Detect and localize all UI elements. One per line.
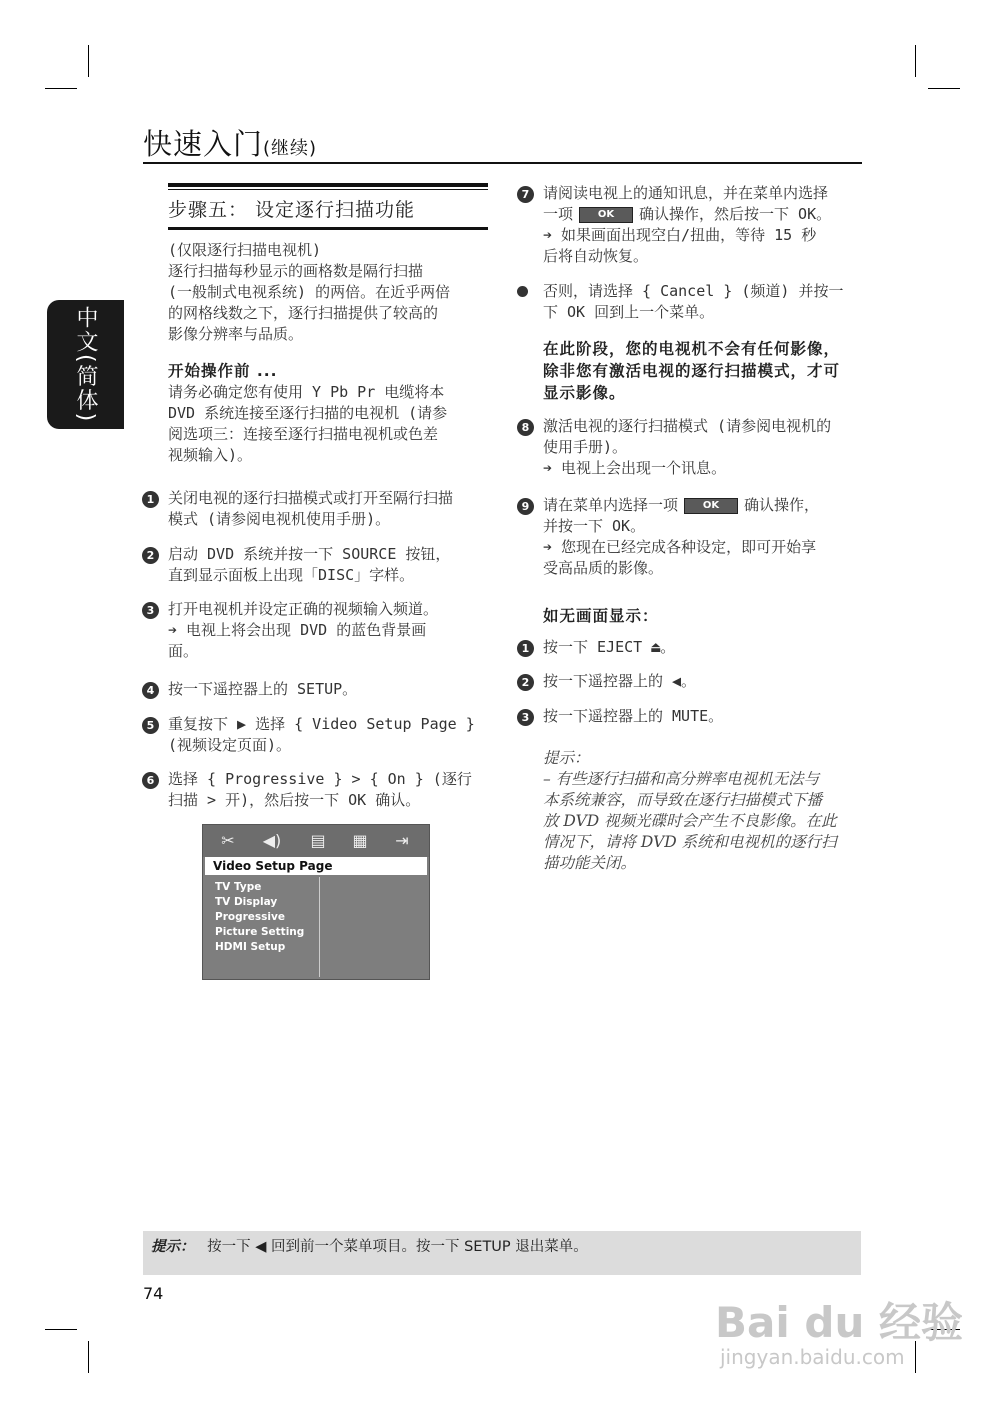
step-3 (168, 599, 488, 662)
step-number-badge: 4 (142, 682, 159, 699)
step-line: (视频设定页面)。 (168, 736, 292, 754)
crop-mark (45, 1329, 77, 1330)
crop-mark (88, 45, 89, 77)
tip-line: 本系统兼容，而导致在逐行扫描模式下播 (543, 791, 823, 809)
osd-divider (319, 877, 320, 977)
step-number-badge: 5 (142, 717, 159, 734)
osd-menu-item: Progressive (215, 911, 285, 923)
watermark-logo: Bai du 经验 (715, 1298, 963, 1347)
step-number-badge: 2 (142, 547, 159, 564)
footer-tip (151, 1235, 588, 1256)
tip-line: – 有些逐行扫描和高分辨率电视机无法与 (543, 770, 820, 788)
crop-mark (88, 1341, 89, 1373)
crop-mark (45, 88, 77, 89)
before-line: 视频输入)。 (168, 446, 253, 464)
step-line: 按一下遥控器上的 SETUP。 (168, 680, 358, 698)
tools-icon: ✂ (221, 831, 235, 850)
bullet-line: 下 OK 回到上一个菜单。 (543, 303, 715, 321)
section-heading-text: 步骤五： 设定逐行扫描功能 (168, 199, 416, 221)
tip-line: 描功能关闭。 (543, 854, 637, 872)
osd-icon-bar (203, 825, 429, 857)
step-4 (168, 679, 488, 700)
no-picture-step: 按一下遥控器上的 ◀。 (543, 672, 697, 690)
tip-line: 放 DVD 视频光碟时会产生不良影像。在此 (543, 812, 837, 830)
osd-menu-item: TV Display (215, 896, 278, 908)
step-line: 直到显示面板上出现「DISC」字样。 (168, 566, 415, 584)
side-tab-label: 中文(简体) (73, 305, 98, 424)
step-line: 重复按下 ▶ 选择 { Video Setup Page } (168, 715, 475, 733)
preference-icon: ▦ (352, 831, 368, 850)
speaker-icon: ◀) (262, 831, 282, 850)
watermark-url: jingyan.baidu.com (720, 1345, 905, 1369)
before-line: 阅选项三：连接至逐行扫描电视机或色差 (168, 425, 439, 443)
step-line: 激活电视的逐行扫描模式 (请参阅电视机的 (543, 417, 832, 435)
step-line: 请阅读电视上的通知讯息，并在菜单内选择 (543, 184, 829, 202)
before-line: 请务必确定您有使用 Y Pb Pr 电缆将本 (168, 383, 445, 401)
intro-line: 影像分辨率与品质。 (168, 325, 304, 343)
before-line: DVD 系统连接至逐行扫描的电视机 (请参 (168, 404, 448, 422)
page-title: 快速入门(继续) (143, 127, 318, 161)
step-line: 面。 (168, 642, 199, 660)
step-line: 受高品质的影像。 (543, 559, 664, 577)
step-number-badge: 2 (517, 674, 534, 691)
step-line: ➔ 您现在已经完成各种设定，即可开始享 (543, 538, 817, 556)
warning-paragraph (543, 338, 863, 404)
tip-note (543, 748, 863, 874)
intro-line: 逐行扫描每秒显示的画格数是隔行扫描 (168, 262, 424, 280)
intro-line: (一般制式电视系统) 的两倍。在近乎两倍 (168, 283, 451, 301)
step-line: 使用手册)。 (543, 438, 628, 456)
osd-menu-item: HDMI Setup (215, 941, 286, 953)
display-icon: ▤ (310, 831, 326, 850)
step-line: 扫描 > 开)，然后按一下 OK 确认。 (168, 791, 421, 809)
before-paragraph (168, 382, 488, 466)
step-number-badge: 3 (517, 709, 534, 726)
no-picture-title: 如无画面显示： (543, 607, 659, 625)
footer-tip-label: 提示： (151, 1239, 195, 1255)
step-9 (543, 495, 863, 579)
intro-line: 的网格线数之下，逐行扫描提供了较高的 (168, 304, 439, 322)
osd-menu-item: TV Type (215, 881, 262, 893)
crop-mark (928, 88, 960, 89)
step-2 (168, 544, 488, 586)
step-number-badge: 1 (142, 491, 159, 508)
step-number-badge: 9 (517, 498, 534, 515)
intro-paragraph (168, 240, 488, 345)
warning-line: 在此阶段，您的电视机不会有任何影像， (543, 340, 841, 358)
no-picture-step: 按一下 EJECT ⏏。 (543, 638, 676, 656)
step-line: ➔ 电视上会出现一个讯息。 (543, 459, 727, 477)
warning-line: 显示影像。 (543, 384, 626, 402)
ok-button-image: OK (684, 498, 738, 514)
footer-tip-bar (143, 1231, 861, 1275)
step-number-badge: 7 (517, 186, 534, 203)
step-number-badge: 1 (517, 640, 534, 657)
step-6 (168, 769, 488, 811)
step-line: 启动 DVD 系统并按一下 SOURCE 按钮， (168, 545, 451, 563)
footer-tip-text: 按一下 ◀ 回到前一个菜单项目。按一下 SETUP 退出菜单。 (207, 1239, 588, 1255)
step-8 (543, 416, 863, 479)
osd-selected-page: Video Setup Page (205, 857, 427, 875)
step-7 (543, 183, 863, 267)
exit-icon: ⇥ (395, 831, 409, 850)
step-1 (168, 488, 488, 530)
tip-line: 情况下，请将 DVD 系统和电视机的逐行扫 (543, 833, 837, 851)
tip-title: 提示： (543, 749, 590, 767)
step-number-badge: 6 (142, 772, 159, 789)
step-line: 打开电视机并设定正确的视频输入频道。 (168, 600, 439, 618)
no-picture-step: 按一下遥控器上的 MUTE。 (543, 707, 724, 725)
step-line: 选择 { Progressive } > { On } (逐行 (168, 770, 472, 788)
ok-button-image: OK (579, 207, 633, 223)
intro-line: (仅限逐行扫描电视机) (168, 241, 322, 259)
step-5 (168, 714, 488, 756)
step-line: ➔ 如果画面出现空白/扭曲，等待 15 秒 (543, 226, 817, 244)
step-line: 一项 OK 确认操作，然后按一下 OK。 (543, 205, 832, 223)
bullet-item (543, 281, 863, 323)
osd-setup-menu (202, 824, 430, 980)
osd-menu-item: Picture Setting (215, 926, 305, 938)
step-line: 并按一下 OK。 (543, 517, 646, 535)
crop-mark (915, 45, 916, 77)
bullet-dot (517, 286, 528, 297)
page-subtitle: (继续) (263, 138, 318, 159)
step-line: 请在菜单内选择一项 OK 确认操作， (543, 496, 820, 514)
title-divider (143, 162, 862, 164)
step-number-badge: 3 (142, 602, 159, 619)
bullet-line: 否则，请选择 { Cancel } (频道) 并按一 (543, 282, 844, 300)
step-line: 模式 (请参阅电视机使用手册)。 (168, 510, 391, 528)
page-number: 74 (143, 1284, 164, 1303)
section-heading (168, 183, 488, 230)
warning-line: 除非您有激活电视的逐行扫描模式，才可 (543, 362, 841, 380)
step-line: 关闭电视的逐行扫描模式或打开至隔行扫描 (168, 489, 454, 507)
step-number-badge: 8 (517, 419, 534, 436)
before-title: 开始操作前 ... (168, 362, 278, 380)
step-line: 后将自动恢复。 (543, 247, 649, 265)
step-line: ➔ 电视上将会出现 DVD 的蓝色背景画 (168, 621, 427, 639)
language-side-tab (47, 300, 124, 429)
